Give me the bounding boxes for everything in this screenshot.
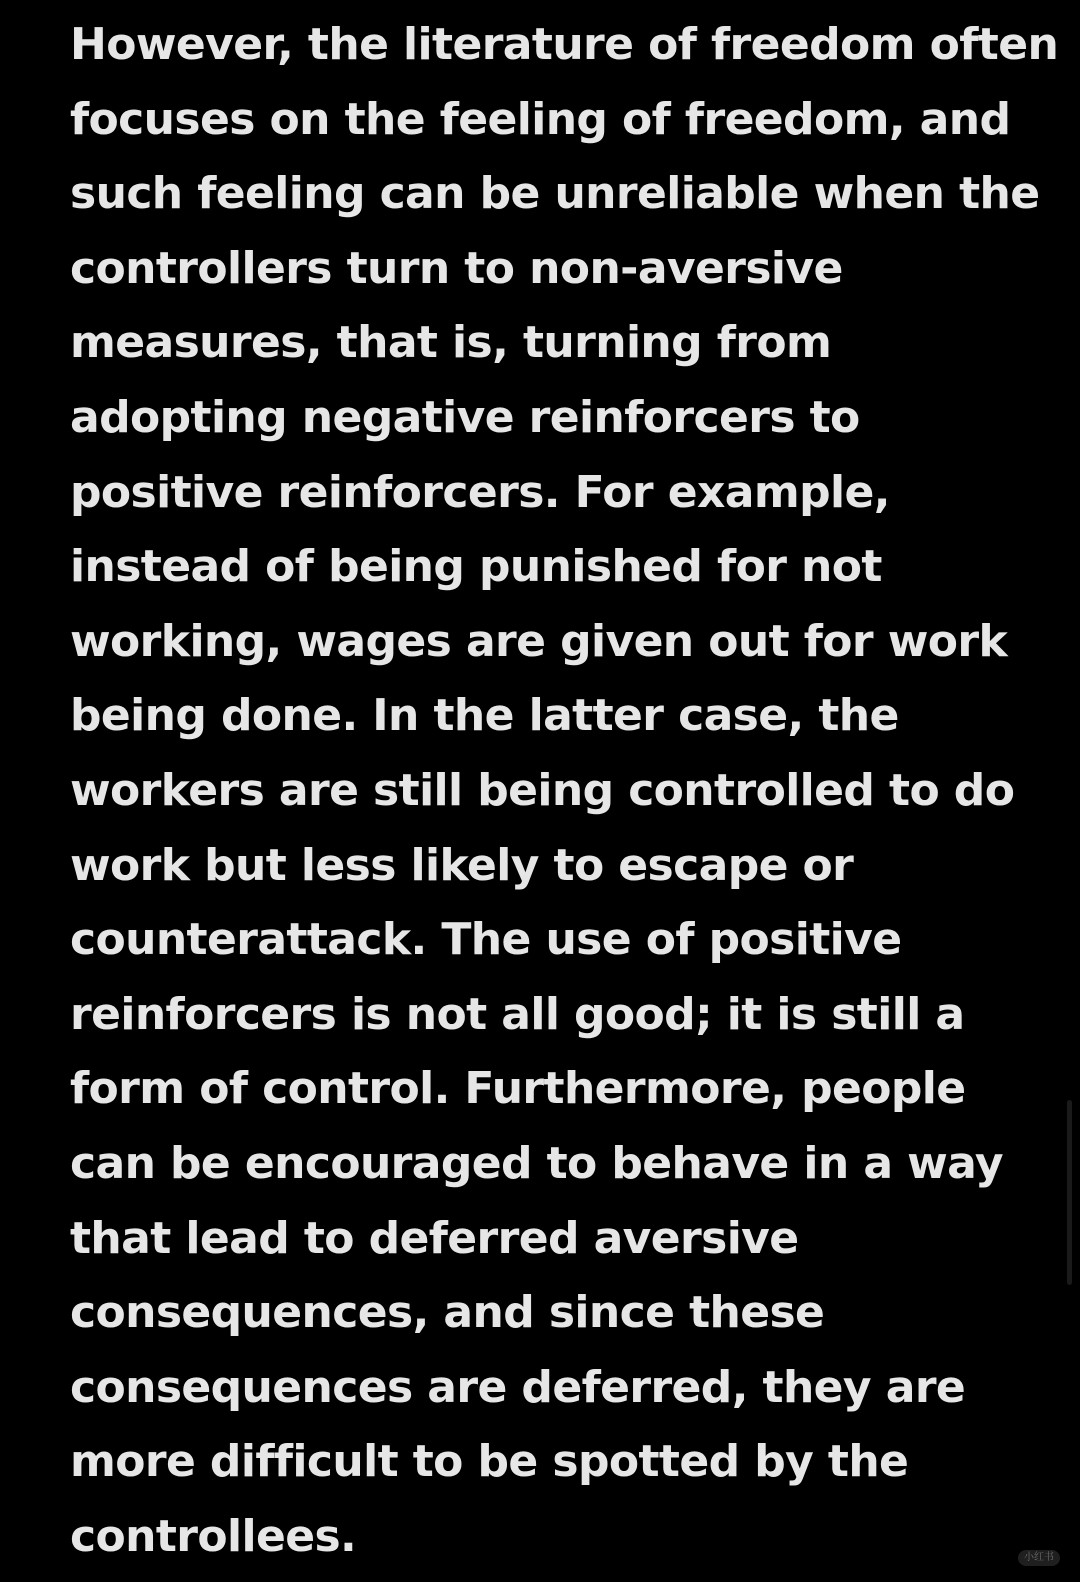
- body-text: [70, 8, 1060, 1574]
- text-line: form of control. Furthermore, people: [70, 1063, 966, 1115]
- text-line: consequences are deferred, they are: [70, 1361, 966, 1413]
- text-line: controllers turn to non-aversive: [70, 242, 843, 294]
- text-line: instead of being punished for not: [70, 541, 882, 593]
- text-line: focuses on the feeling of freedom, and: [70, 93, 1011, 145]
- text-line: However, the literature of freedom often: [70, 19, 1059, 70]
- text-line: positive reinforcers. For example,: [70, 466, 890, 518]
- text-line: that lead to deferred aversive: [70, 1212, 799, 1264]
- watermark-logo: 小红书: [1018, 1550, 1060, 1566]
- text-line: workers are still being controlled to do: [70, 764, 1015, 816]
- text-line: can be encouraged to behave in a way: [70, 1137, 1003, 1189]
- text-line: consequences, and since these: [70, 1287, 825, 1339]
- text-line: controllees.: [70, 1510, 357, 1562]
- text-line: such feeling can be unreliable when the: [70, 168, 1040, 220]
- scrollbar[interactable]: [1067, 1100, 1072, 1285]
- text-line: work but less likely to escape or: [70, 839, 854, 891]
- text-line: counterattack. The use of positive: [70, 914, 902, 966]
- text-line: measures, that is, turning from: [70, 317, 832, 369]
- text-line: reinforcers is not all good; it is still a: [70, 988, 965, 1040]
- text-line: being done. In the latter case, the: [70, 690, 899, 742]
- text-line: adopting negative reinforcers to: [70, 391, 860, 443]
- text-line: more difficult to be spotted by the: [70, 1436, 909, 1488]
- text-line: working, wages are given out for work: [70, 615, 1008, 667]
